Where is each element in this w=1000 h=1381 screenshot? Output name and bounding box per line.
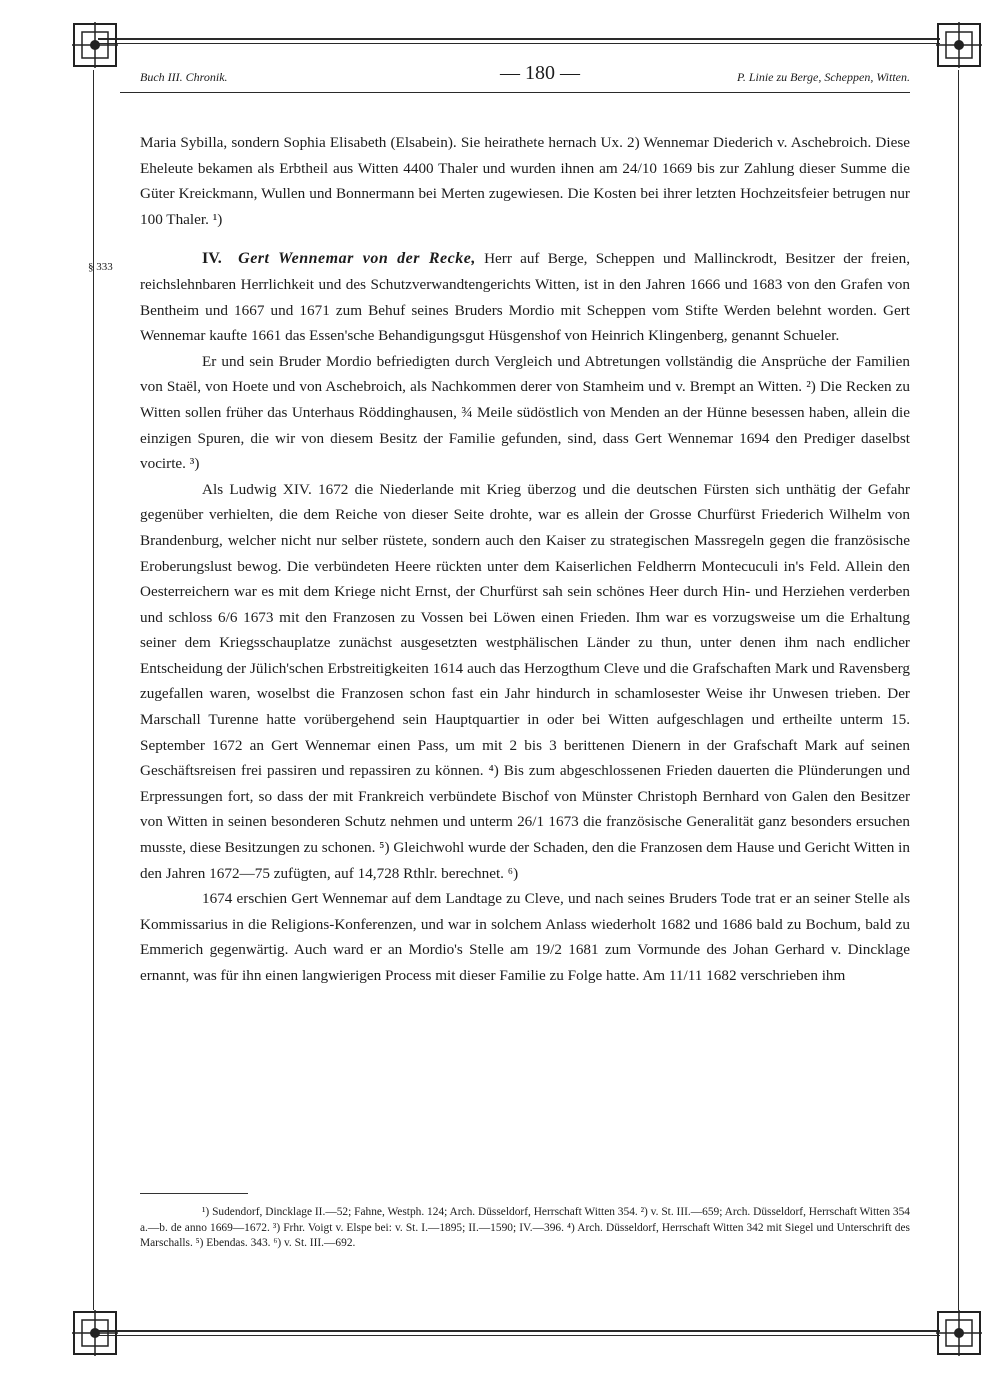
page-number: — 180 —: [500, 62, 580, 84]
ornamental-corner-icon: [932, 18, 986, 72]
heading-roman-numeral: IV.: [202, 250, 222, 268]
running-header: [140, 62, 910, 86]
ornamental-corner-icon: [68, 1306, 122, 1360]
header-underline: [120, 92, 910, 93]
section-paragraph-1-text: Herr auf Berge, Scheppen und Mallinckrodt, Besitzer der freien, reichslehnbaren Herrlichkeit und des Schutzverwandtengerichts Witten, ist in den Jahren 1666 und 1683 von den Grafen von Bentheim und 1667 und 1671 zum Behuf seines Bruders Mordio mit Scheppen vom Stifte Werden belehnt worden. Gert Wennemar kaufte 1661 das Essen'sche Behandigungsgut Hüsgenshof von Heinrich Klingenberg, genannt Schueler.: [140, 250, 911, 345]
footnote-text: ¹) Sudendorf, Dincklage II.—52; Fahne, Westph. 124; Arch. Düsseldorf, Herrschaft Witten 354. ²) v. St. III.—659; Arch. Düsseldorf, Herrschaft Witten 354 a.—b. de anno 1669—1672. ³) Frhr. Voigt v. Elspe bei: v. St. I.—1895; II.—1590; IV.—396. ⁴) Arch. Düsseldorf, Herrschaft Witten 342 mit Siegel und Unterschrift des Marschalls. ⁵) Ebendas. 343. ⁶) v. St. III.—692.: [140, 1206, 910, 1249]
ornamental-corner-icon: [932, 1306, 986, 1360]
header-lineage: P. Linie zu Berge, Scheppen, Witten.: [737, 70, 910, 84]
bottom-border-rule: [98, 1330, 940, 1332]
section-paragraph-2: Er und sein Bruder Mordio befriedigten durch Vergleich und Abtretungen vollständig die Ansprüche der Familien von Staël, von Hoete und von Aschebroich, als Nachkommen derer von Stamheim und v. Brempt an Witten. ²) Die Recken zu Witten sollen früher das Unterhaus Röddinghausen, ¾ Meile südöstlich von Menden an der Hünne besessen haben, allein die einzigen Spuren, die wir von diesem Besitz der Familie gefunden, sind, dass Gert Wennemar 1694 den Prediger daselbst vocirte. ³): [140, 352, 910, 473]
ornamental-corner-icon: [68, 18, 122, 72]
footnote-separator: [140, 1193, 248, 1194]
section-paragraph-3: Als Ludwig XIV. 1672 die Niederlande mit Krieg überzog und die deutschen Fürsten sich unthätig der Gefahr gegenüber verhielten, die dem Reiche von dieser Seite drohte, war es allein der Grosse Churfürst Friederich Wilhelm von Brandenburg, welcher nicht nur selber rüstete, sondern auch den Kaiser zu strategischen Massregeln gegen die französische Eroberungslust bewog. Die verbündeten Heere rückten unter dem Kaiserlichen Feldherrn Montecuculi in's Feld. Allein den Oesterreichern war es mit dem Kriege nicht Ernst, der Churfürst sah sein schönes Heer durch Hin- und Herziehen verderben und schloss 6/6 1673 mit den Franzosen zu Vossen bei Löwen einen Frieden. Ihm war es vorzugsweise um die Erhaltung seiner dem Kriegsschauplatze zunächst ausgesetzten westphälischen Länder zu thun, unter denen ihm nach endlicher Entscheidung der Jülich'schen Erbstreitigkeiten 1614 auch das Herzogthum Cleve und die Grafschaften Mark und Ravensberg zugefallen waren, woselbst die Franzosen schon fast ein Jahr hindurch in schamlosester Weise ihr Unwesen trieben. Der Marschall Turenne hatte vorübergehend sein Hauptquartier in oder bei Witten aufgeschlagen und ertheilte unterm 15. September 1672 an Gert Wennemar einen Pass, um mit 2 bis 3 berittenen Dienern in der Grafschaft Mark auf seinen Geschäftsreisen frei passiren und repassiren zu können. ⁴) Bis zum abgeschlossenen Frieden dauerten die Plünderungen und Erpressungen fort, so dass der mit Frankreich verbündete Bischof von Münster Christoph Bernhard von Galen den Besitzer von Witten in seinen besonderen Schutz nehmen und unterm 26/1 1673 die französische Generalität ganz besonders ersuchen musste, diese Besitzungen zu schonen. ⁵) Gleichwohl wurde der Schaden, den die Franzosen dem Hause und Gericht Witten in den Jahren 1672—75 zufügten, auf 14,728 Rthlr. berechnet. ⁶): [140, 480, 910, 882]
intro-paragraph: Maria Sybilla, sondern Sophia Elisabeth (Elsabein). Sie heirathete hernach Ux. 2) Wennemar Diederich v. Aschebroich. Diese Eheleute bekamen als Erbtheil aus Witten 4400 Thaler und wurden ihnen am 24/10 1669 bis zur Zahlung dieser Summe die Güter Kreickmann, Wullen und Bonnermann bei Merten zugewiesen. Die Kosten bei ihrer letzten Hochzeitsfeier betrugen nur 100 Thaler. ¹): [140, 134, 910, 228]
heading-person-name: Gert Wennemar von der Recke,: [238, 250, 476, 268]
left-border-rule: [93, 70, 94, 1310]
footnotes: [140, 1205, 910, 1252]
top-border-rule-thin: [98, 43, 940, 44]
main-text: [140, 130, 910, 989]
top-border-rule: [98, 38, 940, 40]
section-paragraph-1: [140, 246, 910, 348]
right-border-rule: [958, 70, 959, 1310]
section-paragraph-4: 1674 erschien Gert Wennemar auf dem Landtage zu Cleve, und nach seines Bruders Tode trat er an seiner Stelle als Kommissarius in die Religions-Konferenzen, und war in solchem Anlass wiederholt 1682 und 1686 bald zu Bochum, bald zu Emmerich gegenwärtig. Auch ward er an Mordio's Stelle am 19/2 1681 zum Vormunde des Johan Gerhard v. Dincklage ernannt, was für ihn einen langwierigen Process mit dieser Familie zu Folge hatte. Am 11/11 1682 verschrieben ihm: [140, 890, 910, 984]
bottom-border-rule-thin: [98, 1335, 940, 1336]
section-mark: § 333: [88, 261, 113, 273]
header-book-chapter: Buch III. Chronik.: [140, 70, 228, 84]
